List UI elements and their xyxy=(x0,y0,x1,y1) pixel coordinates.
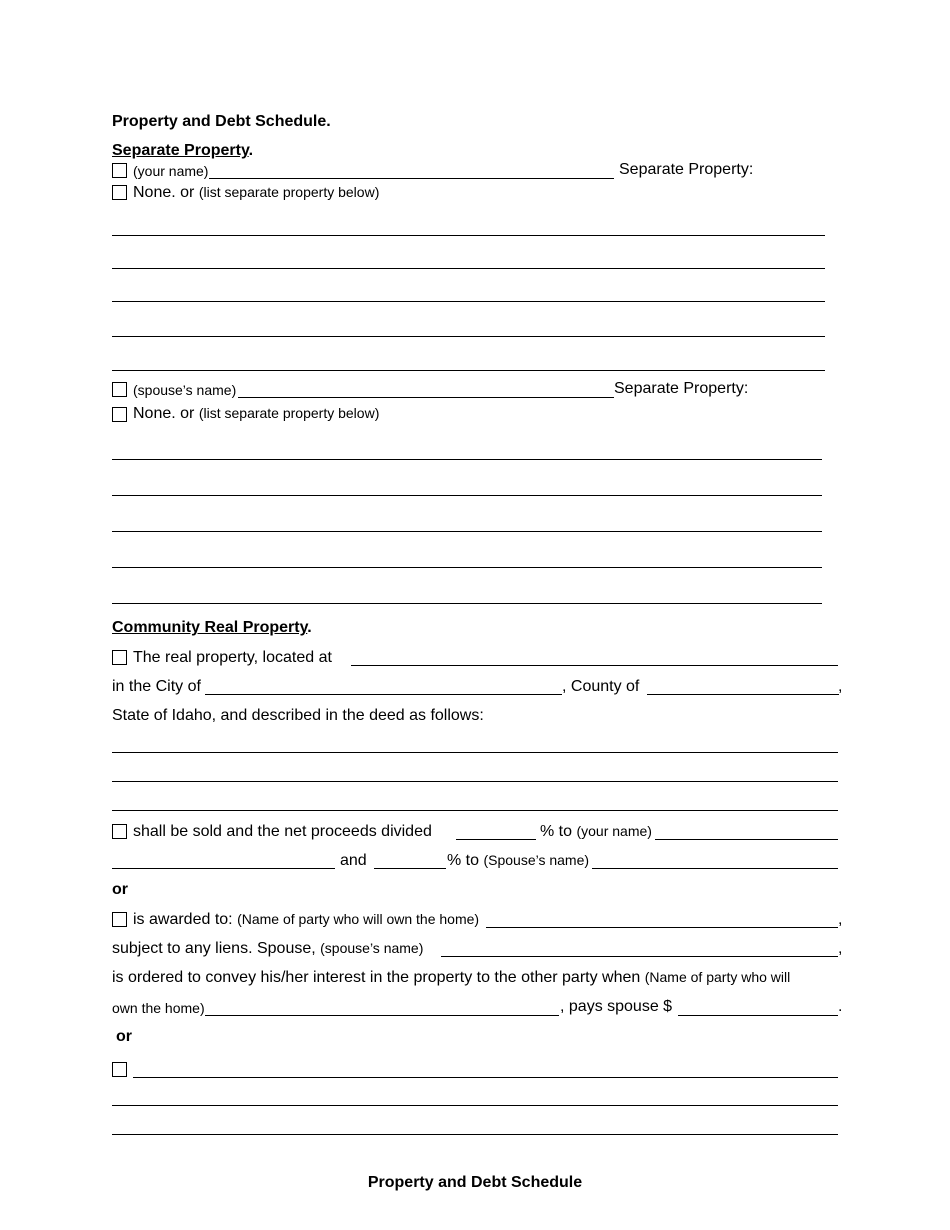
page-footer: Property and Debt Schedule xyxy=(367,1174,583,1191)
spouse-none-option: None. or (list separate property below) xyxy=(133,405,380,422)
city-label: in the City of xyxy=(112,678,201,695)
spouse-percent-field[interactable] xyxy=(374,868,446,869)
separate-property-title: Separate Property. xyxy=(112,142,254,159)
separate-property-line[interactable] xyxy=(112,370,825,371)
spouse-name-field[interactable] xyxy=(238,397,614,398)
own-home-party-field[interactable] xyxy=(205,1015,559,1016)
convey-label: is ordered to convey his/her interest in the property to the other party when (Name of party who will xyxy=(112,969,791,986)
your-percent-field[interactable] xyxy=(456,839,536,840)
spouse-separate-property-line[interactable] xyxy=(112,603,822,604)
awarded-label: is awarded to: (Name of party who will own the home) xyxy=(133,911,480,928)
spouse-name-proceeds-field[interactable] xyxy=(592,868,838,869)
real-property-label: The real property, located at xyxy=(133,649,332,666)
city-field[interactable] xyxy=(205,694,562,695)
pays-amount-field[interactable] xyxy=(678,1015,838,1016)
spouse-name-checkbox[interactable] xyxy=(112,382,127,397)
real-property-address-field[interactable] xyxy=(351,665,838,666)
separate-property-line[interactable] xyxy=(112,301,825,302)
pays-spouse-label: , pays spouse $ xyxy=(560,998,673,1015)
none-checkbox[interactable] xyxy=(112,185,127,200)
other-option-checkbox[interactable] xyxy=(112,1062,127,1077)
separate-property-line[interactable] xyxy=(112,268,825,269)
spouse-name-label: (spouse’s name) xyxy=(133,382,237,398)
and-label: and xyxy=(340,852,367,869)
your-name-checkbox[interactable] xyxy=(112,163,127,178)
other-option-line[interactable] xyxy=(112,1105,838,1106)
your-name-label: (your name) xyxy=(133,163,209,179)
deed-description-line[interactable] xyxy=(112,781,838,782)
pays-period: . xyxy=(838,998,843,1015)
your-proceeds-continuation-field[interactable] xyxy=(112,868,335,869)
spouse-separate-property-line[interactable] xyxy=(112,495,822,496)
awarded-party-field[interactable] xyxy=(486,927,838,928)
spouse-percent-label: % to (Spouse’s name) xyxy=(447,852,590,869)
your-name-proceeds-field[interactable] xyxy=(655,839,838,840)
county-label: , County of xyxy=(562,678,640,695)
real-property-checkbox[interactable] xyxy=(112,650,127,665)
other-option-line[interactable] xyxy=(112,1134,838,1135)
county-comma: , xyxy=(838,678,843,695)
sold-label: shall be sold and the net proceeds divided xyxy=(133,823,432,840)
deed-description-line[interactable] xyxy=(112,810,838,811)
spouse-separate-property-line[interactable] xyxy=(112,567,822,568)
spouse-separate-property-line[interactable] xyxy=(112,459,822,460)
spouse-separate-property-label: Separate Property: xyxy=(614,380,749,397)
county-field[interactable] xyxy=(647,694,839,695)
or-label: or xyxy=(112,881,128,898)
your-percent-label: % to (your name) xyxy=(540,823,652,840)
other-option-field[interactable] xyxy=(133,1077,838,1078)
spouse-none-checkbox[interactable] xyxy=(112,407,127,422)
your-name-field[interactable] xyxy=(209,178,614,179)
own-home-label: own the home) xyxy=(112,1000,205,1016)
liens-spouse-field[interactable] xyxy=(441,956,838,957)
separate-property-line[interactable] xyxy=(112,235,825,236)
deed-description-line[interactable] xyxy=(112,752,838,753)
spouse-separate-property-line[interactable] xyxy=(112,531,822,532)
liens-label: subject to any liens. Spouse, (spouse’s name) xyxy=(112,940,424,957)
awarded-checkbox[interactable] xyxy=(112,912,127,927)
state-label: State of Idaho, and described in the deed as follows: xyxy=(112,707,484,724)
sold-checkbox[interactable] xyxy=(112,824,127,839)
page-heading: Property and Debt Schedule. xyxy=(112,113,331,130)
none-option: None. or (list separate property below) xyxy=(133,184,380,201)
awarded-comma: , xyxy=(838,911,843,928)
separate-property-label: Separate Property: xyxy=(619,161,754,178)
community-real-property-title: Community Real Property. xyxy=(112,619,312,636)
or-label-2: or xyxy=(116,1028,132,1045)
liens-comma: , xyxy=(838,940,843,957)
separate-property-line[interactable] xyxy=(112,336,825,337)
